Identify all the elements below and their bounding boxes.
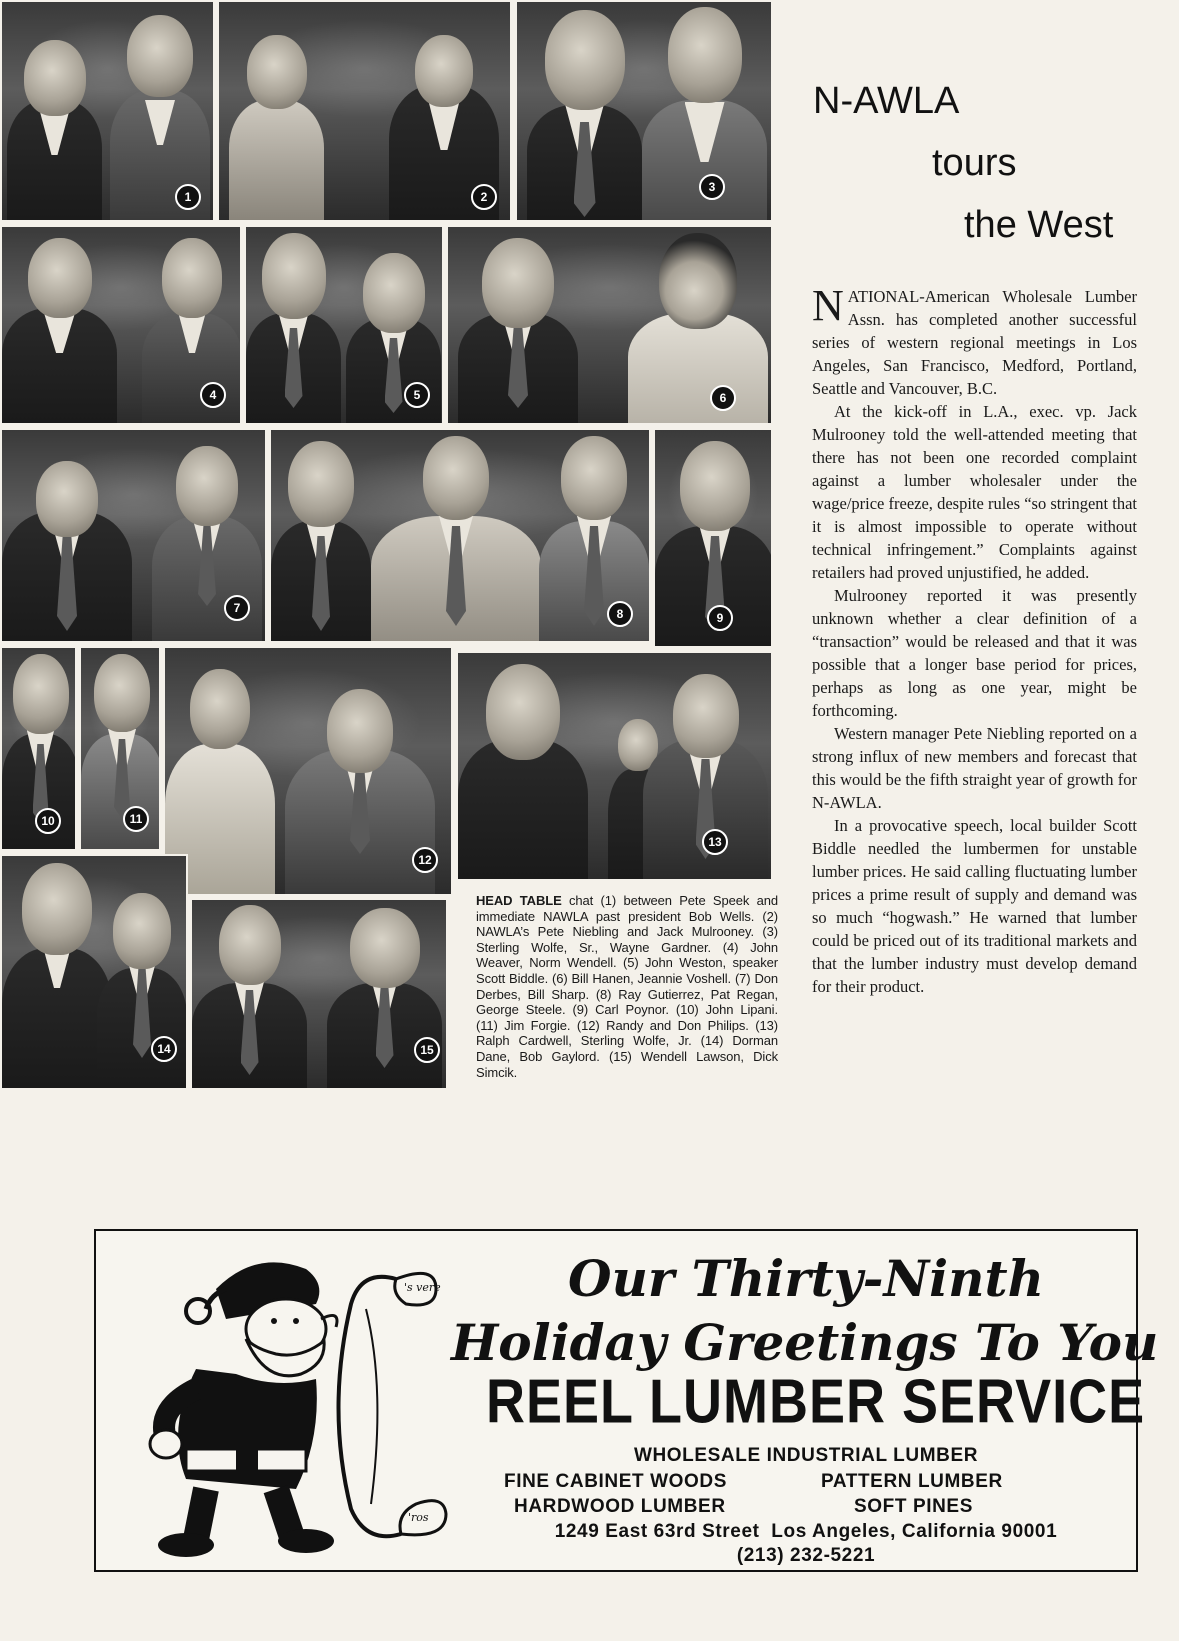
photo-number-15: 15	[414, 1037, 440, 1063]
photo-14	[0, 854, 188, 1090]
article-paragraph-2: At the kick-off in L.A., exec. vp. Jack Mulrooney told the well-attended meeting that there has not been one recorded complaint against a lumber wholesaler under the wage/price freeze, despite rules “so stringent that it is almost impossible to operate without technical infringement.” Complaints against retailers had proved unjustified, he added.	[812, 402, 1137, 582]
photo-number-10: 10	[35, 808, 61, 834]
photo-5	[244, 225, 444, 425]
photo-caption	[476, 893, 778, 1080]
article-paragraph-5: In a provocative speech, local builder Scott Biddle needled the lumbermen for unstable lumber prices. He said calling fluctuating lumber prices a prime result of supply and demand was so much “hogwash.” He warned that lumber could be priced out of its traditional markets and that the lumber industry must develop demand for their product.	[812, 816, 1137, 996]
photo-3	[515, 0, 773, 222]
ad-address: 1249 East 63rd Street Los Angeles, California 90001	[554, 1521, 1058, 1542]
dropcap: N	[812, 281, 844, 330]
title-line-2: tours	[932, 142, 1017, 184]
photo-number-8: 8	[607, 601, 633, 627]
title-line-3: the West	[964, 204, 1114, 246]
photo-number-6: 6	[710, 385, 736, 411]
photo-9	[653, 428, 773, 648]
photo-12	[163, 646, 453, 896]
ad-tagline: WHOLESALE INDUSTRIAL LUMBER	[633, 1445, 979, 1466]
photo-10	[0, 646, 77, 851]
reel-lumber-advertisement	[94, 1229, 1159, 1572]
ad-item-soft-pines: SOFT PINES	[854, 1496, 973, 1517]
photo-number-5: 5	[404, 382, 430, 408]
article-paragraph-3: Mulrooney reported it was presently unknown whether a clear definition of a “transaction” would be released and that it was possible that a longer base period for prices, perhaps as long as one year, might be forthcoming.	[812, 586, 1137, 720]
caption-lead: HEAD TABLE	[476, 893, 562, 908]
santa-illustration	[126, 1249, 466, 1559]
scroll-top-text: 's vere	[404, 1281, 441, 1294]
ad-item-fine-cabinet-woods: FINE CABINET WOODS	[504, 1471, 727, 1492]
ad-headline-2: Holiday Greetings To You	[451, 1313, 1159, 1372]
photo-number-9: 9	[707, 605, 733, 631]
ad-item-pattern-lumber: PATTERN LUMBER	[821, 1471, 1003, 1492]
ad-item-hardwood-lumber: HARDWOOD LUMBER	[514, 1496, 726, 1517]
photo-11	[79, 646, 161, 851]
article-body	[812, 281, 1137, 998]
photo-15	[190, 898, 448, 1090]
photo-number-7: 7	[224, 595, 250, 621]
photo-4	[0, 225, 242, 425]
ad-company-name: REEL LUMBER SERVICE	[486, 1367, 1146, 1437]
photo-number-2: 2	[471, 184, 497, 210]
photo-number-12: 12	[412, 847, 438, 873]
ad-headline-1: Our Thirty-Ninth	[568, 1249, 1044, 1308]
title-line-1: N-AWLA	[813, 80, 960, 122]
photo-1	[0, 0, 215, 222]
photo-7	[0, 428, 267, 643]
scroll-bottom-text: 'ros	[408, 1511, 429, 1524]
photo-13	[456, 651, 773, 881]
photo-number-1: 1	[175, 184, 201, 210]
photo-8	[269, 428, 651, 643]
article-paragraph-4: Western manager Pete Niebling reported on a strong influx of new members and forecast that this would be the fifth straight year of growth for N-AWLA.	[812, 724, 1137, 812]
photo-number-4: 4	[200, 382, 226, 408]
photo-number-3: 3	[699, 174, 725, 200]
caption-text: chat (1) between Pete Speek and immediate NAWLA past president Bob Wells. (2) NAWLA’s Pete Niebling and Jack Mulrooney. (3) Sterling Wolfe, Sr., Wayne Gardner. (4) John Weaver, Norm Wendell. (5) John Weston, speaker Scott Biddle. (6) Bill Hanen, Jeannie Voshell. (7) Don Derbes, Bill Sharp. (8) Ray Gutierrez, Pat Regan, George Steele. (9) Carl Poynor. (10) John Lipani. (11) Jim Forgie. (12) Randy and Don Philips. (13) Ralph Cardwell, Sterling Wolfe, Jr. (14) Dorman Dane, Bob Gaylord. (15) Wendell Lawson, Dick Simcik.	[476, 893, 779, 1080]
photo-number-11: 11	[123, 806, 149, 832]
photo-number-13: 13	[702, 829, 728, 855]
photo-number-14: 14	[151, 1036, 177, 1062]
photo-2	[217, 0, 512, 222]
article-paragraph-1: NATIONAL-American Wholesale Lumber Assn. has completed another successful series of western regional meetings in Los Angeles, San Francisco, Medford, Portland, Seattle and Vancouver, B.C.	[812, 281, 1137, 398]
ad-phone: (213) 232-5221	[736, 1545, 876, 1566]
photo-6	[446, 225, 773, 425]
